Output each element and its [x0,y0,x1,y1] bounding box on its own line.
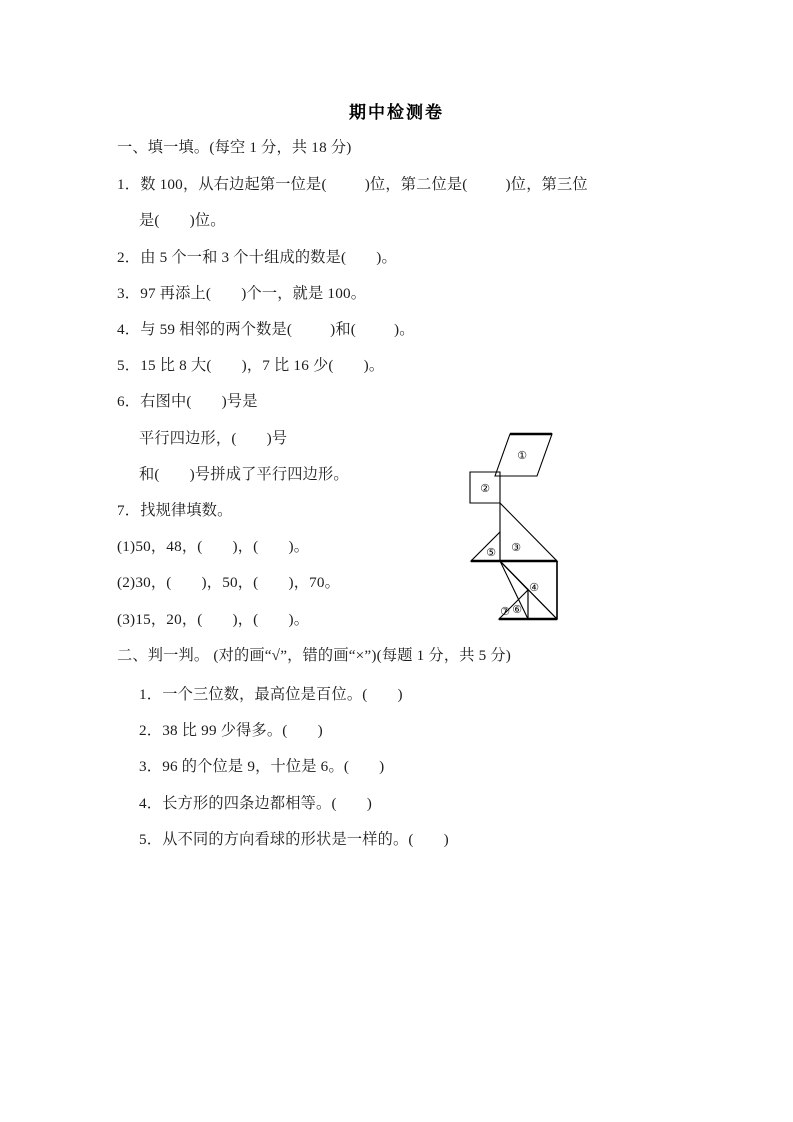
question-2-text-b: )。 [376,248,397,266]
question-6-line-1 [117,394,687,409]
judge-5-text: 从不同的方向看球的形状是一样的。( [162,830,414,848]
question-6-line-3 [117,467,687,482]
judge-2-number: 2． [139,722,163,740]
question-3-number: 3． [117,284,141,302]
tangram-piece-3 [500,503,557,561]
question-1-text-d: 是( [139,212,160,230]
page-title: 期中检测卷 [349,103,444,123]
question-7-item-2-label: (2) [117,574,136,592]
question-2-text-a: 由 5 个一和 3 个十组成的数是( [140,248,347,266]
question-7-item-1-label: (1) [117,538,136,556]
question-7-number: 7． [117,502,141,520]
judge-question-2 [117,723,687,738]
judge-question-5 [117,832,687,847]
judge-1-close: ) [397,686,403,704]
question-7-item-3-label: (3) [117,610,136,628]
question-7-item-2-b: )，50，( [201,574,259,592]
question-4 [117,322,687,337]
question-3-text-b: )个一，就是 100。 [241,284,367,302]
judge-4-number: 4． [139,794,163,812]
question-2-number: 2． [117,248,141,266]
question-7-item-1-c: )。 [288,538,310,556]
judge-5-number: 5． [139,830,163,848]
judge-3-close: ) [379,758,385,776]
section-two-heading: 二、判一判。 (对的画“√”，错的画“×”)(每题 1 分，共 5 分) [117,646,512,664]
question-4-text-b: )和( [330,321,357,339]
question-5-text-b: )，7 比 16 少( [241,357,334,375]
question-7-text: 找规律填数。 [140,502,233,520]
judge-question-4 [117,796,687,811]
judge-question-3 [117,759,687,774]
question-5-text-a: 15 比 8 大( [140,357,212,375]
question-5-text-c: )。 [363,357,385,375]
question-7-item-3-b: )，( [232,610,259,628]
tangram-label-1: ① [517,449,527,462]
question-4-number: 4． [117,321,141,339]
judge-4-text: 长方形的四条边都相等。( [162,794,337,812]
question-1-text-b: )位，第二位是( [364,176,468,194]
question-2 [117,250,687,265]
question-6-text-b: )号是 [221,393,258,411]
question-7-item-2 [117,575,687,590]
question-7-item-2-a: 30，( [135,574,172,592]
question-7-item-3-a: 15，20，( [135,610,203,628]
question-1-text-e: )位。 [189,212,226,230]
question-6-text-d: )号 [266,429,288,447]
tangram-label-5: ⑤ [486,546,496,559]
question-6-text-f: )号拼成了平行四边形。 [189,465,349,483]
question-6-line-2 [117,431,687,446]
question-7-item-3 [117,612,687,627]
question-7-item-2-c: )，70。 [288,574,341,592]
question-1-text-a: 数 100，从右边起第一位是( [140,176,327,194]
question-1-number: 1． [117,176,141,194]
tangram-label-3: ③ [511,541,521,554]
judge-2-text: 38 比 99 少得多。( [162,722,288,740]
question-7 [117,503,687,518]
judge-1-text: 一个三位数，最高位是百位。( [162,686,368,704]
question-5-number: 5． [117,357,141,375]
question-7-item-3-c: )。 [288,610,310,628]
question-1-line-1 [117,177,687,192]
tangram-label-6: ⑥ [512,603,522,616]
question-6-number: 6． [117,393,141,411]
judge-1-number: 1． [139,686,163,704]
question-1-line-2 [117,213,687,228]
question-6-text-e: 和( [139,465,160,483]
question-7-item-1-b: )，( [232,538,259,556]
judge-2-close: ) [317,722,323,740]
question-3-text-a: 97 再添上( [140,284,212,302]
question-1-text-c: )位，第三位 [505,176,588,194]
judge-question-1 [117,687,687,702]
question-7-item-1 [117,539,687,554]
question-6-text-a: 右图中( [140,393,192,411]
tangram-label-4: ④ [529,581,539,594]
question-7-item-1-a: 50，48，( [135,538,203,556]
question-4-text-a: 与 59 相邻的两个数是( [140,321,293,339]
judge-3-text: 96 的个位是 9，十位是 6。( [162,758,350,776]
section-one-heading: 一、填一填。(每空 1 分，共 18 分) [117,139,352,156]
question-6-text-c: 平行四边形，( [139,429,237,447]
judge-3-number: 3． [139,758,163,776]
question-3 [117,286,687,301]
tangram-label-7: ⑦ [500,605,510,618]
exam-content [117,140,687,868]
judge-5-close: ) [443,830,449,848]
question-5 [117,358,687,373]
tangram-figure [458,428,568,633]
judge-4-close: ) [366,794,372,812]
question-4-text-c: )。 [394,321,415,339]
tangram-label-2: ② [480,482,490,495]
